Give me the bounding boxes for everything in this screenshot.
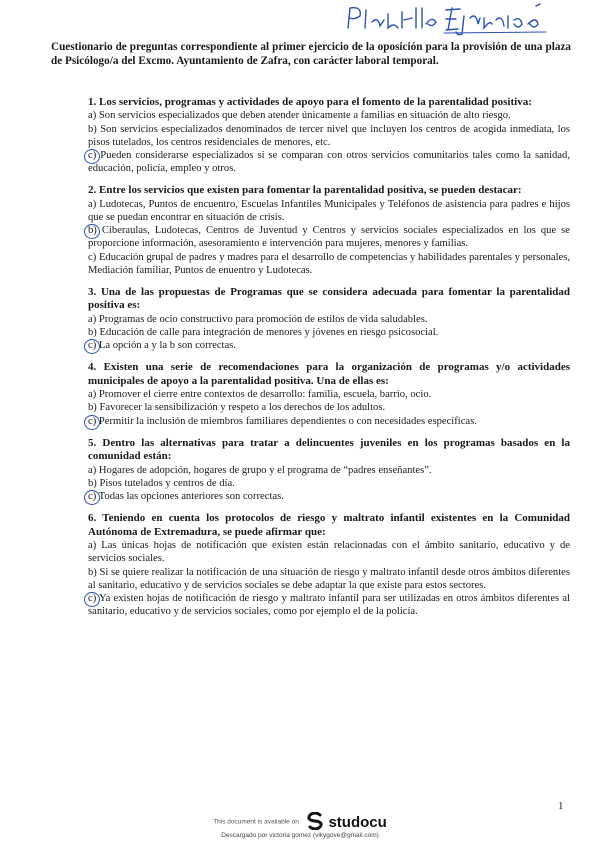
question-3 (88, 286, 570, 352)
option-a: a) Ludotecas, Puntos de encuentro, Escuelas Infantiles Municipales y Teléfonos de asistencia para padres e hijos que se puedan encontrar en situación de crisis. (88, 198, 570, 224)
handwritten-title (340, 2, 560, 36)
availability-text: This document is available on (213, 818, 299, 826)
option-b: b) Son servicios especializados denominados de tercer nivel que incluyen los centros de acogida inmediata, los pisos tutelados, los centros residenciales de menores, etc. (88, 123, 570, 148)
studocu-link[interactable]: studocu (328, 813, 387, 831)
option-b: b) Pisos tutelados y centros de día. (88, 477, 235, 489)
question-2 (88, 184, 570, 277)
option-b: b) Favorecer la sensibilización y respeto a los derechos de los adultos. (88, 402, 386, 414)
question-title: 2. Entre los servicios que existen para fomentar la parentalidad positiva, se pueden destacar: (88, 184, 522, 197)
question-title: 1. Los servicios, programas y actividades de apoyo para el fomento de la parentalidad positiva: (88, 96, 532, 108)
option-b: b) Si se quiere realizar la notificación de una situación de riesgo y maltrato infantil desde otros ámbitos diferentes al sanitario, educativo y de servicios sociales se debe adaptar la que existe para estos sectores. (88, 566, 570, 591)
option-c: c) Educación grupal de padres y madres para el desarrollo de competencias y habilidades parentales y personales, Mediación familiar, Puntos de enuentro y Ludotecas. (88, 251, 570, 276)
option-c-marked-answer: c) Ya existen hojas de notificación de riesgo y maltrato infantil para ser utilizadas en otros ámbitos diferentes al sanitario, educativo y de servicios sociales, como por ejemplo el de la policía. (88, 592, 570, 618)
option-c-marked-answer: c) Todas las opciones anteriores son correctas. (88, 490, 570, 503)
studocu-logo-icon (307, 825, 325, 832)
option-b: b) Educación de calle para integración de menores y jóvenes en riesgo psicosocial. (88, 327, 439, 339)
question-title: 5. Dentro las alternativas para tratar a delincuentes juveniles en los programas basados en la comunidad están: (88, 436, 570, 463)
question-1 (88, 96, 570, 175)
questions-list (88, 96, 570, 627)
option-a: a) Promover el cierre entre contextos de desarrollo: familia, escuela, barrio, ocio. (88, 389, 432, 401)
option-a: a) Hogares de adopción, hogares de grupo y el programa de “padres enseñantes”. (88, 464, 432, 476)
option-c-marked-answer: c) Pueden considerarse especializados si se comparan con otros servicios comunitarios tales como la sanidad, educación, policía, empleo y otros. (88, 150, 570, 175)
question-title: 4. Existen una serie de recomendaciones para la organización de programas y/o actividades municipales de apoyo a la parentalidad positiva. Una de ellas es: (88, 361, 570, 387)
question-title: 3. Una de las propuestas de Programas que se considera adecuada para fomentar la parentalidad positiva es: (88, 286, 570, 312)
option-c-marked-answer: c) Permitir la inclusión de miembros familiares dependientes o con necesidades específicas. (88, 415, 570, 428)
page-number: 1 (558, 800, 564, 812)
option-a: a) Programas de ocio constructivo para promoción de estilos de vida saludables. (88, 313, 428, 325)
option-a: a) Las únicas hojas de notificación que existen están relacionadas con el ámbito sanitario, educativo y de servicios sociales. (88, 540, 570, 565)
handwritten-title-scrawl (340, 2, 560, 36)
intro-paragraph: Cuestionario de preguntas correspondiente al primer ejercicio de la oposición para la provisión de una plaza de Psicólogo/a del Excmo. Ayuntamiento de Zafra, con carácter laboral temporal. (51, 41, 571, 67)
question-title: 6. Teniendo en cuenta los protocolos de riesgo y maltrato infantil existentes en la Comunidad Autónoma de Extremadura, se puede afirmar que: (88, 512, 570, 538)
option-a: a) Son servicios especializados que deben atender únicamente a familias en situación de alto riesgo. (88, 110, 511, 122)
question-5 (88, 437, 570, 503)
option-b-marked-answer: b) Ciberaulas, Ludotecas, Centros de Juventud y Centros y servicios sociales especializados en los que se proporcione información, asesoramiento e intervención para mujeres, menores y familias. (88, 225, 570, 250)
studocu-availability-footer (0, 812, 600, 832)
option-c-marked-answer: c) La opción a y la b son correctas. (88, 339, 570, 352)
downloaded-by-footer: Descargado por victoria gomez (vikygove@gmail.com) (221, 832, 379, 839)
question-4 (88, 361, 570, 427)
question-6 (88, 512, 570, 618)
